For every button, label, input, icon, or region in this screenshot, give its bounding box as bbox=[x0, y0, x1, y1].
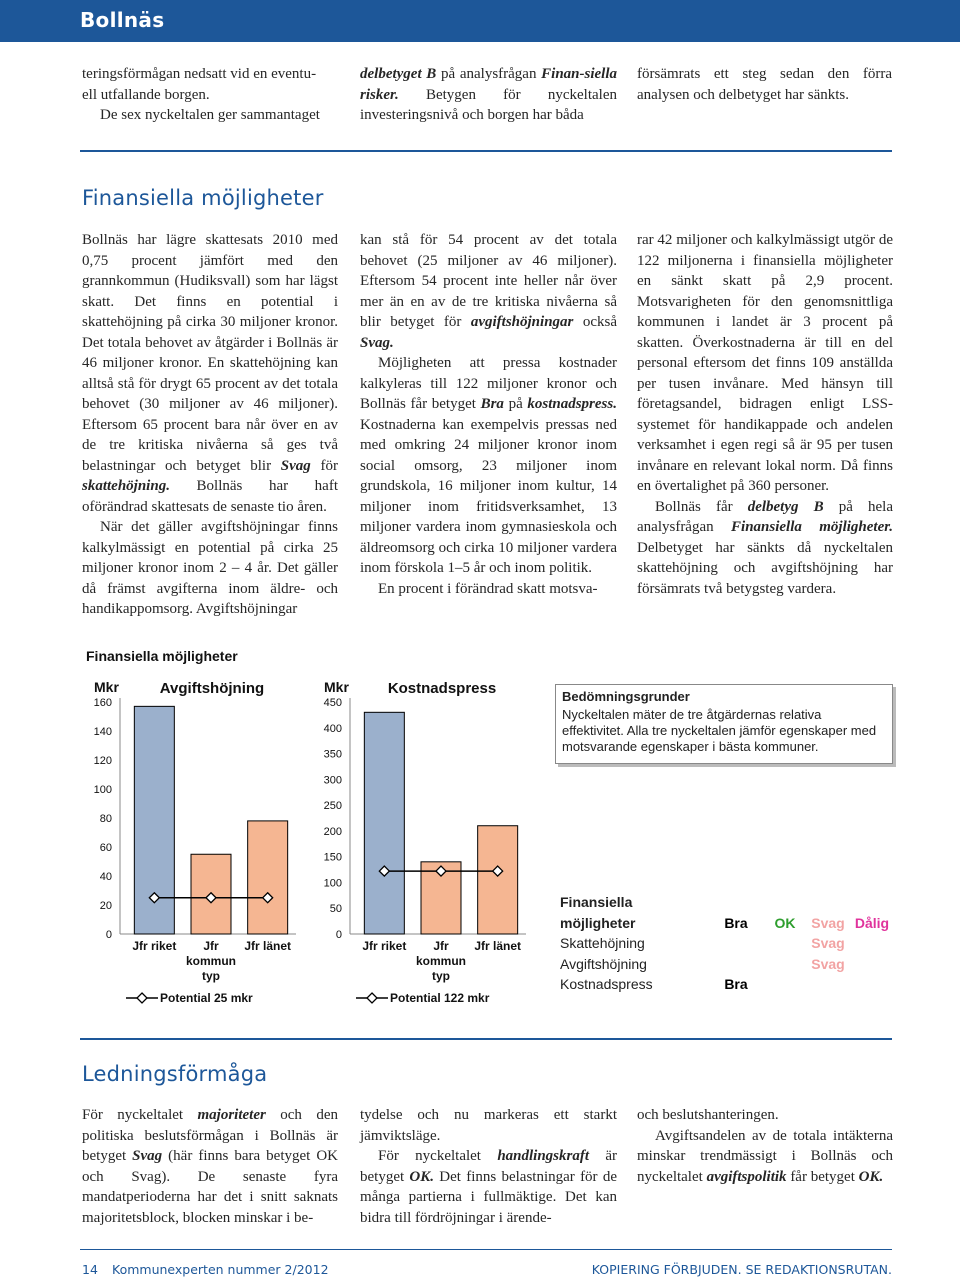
rating-row-avgiftshojning bbox=[558, 954, 894, 975]
section-divider-2 bbox=[80, 1038, 892, 1040]
fin-paragraph-7 bbox=[637, 497, 893, 600]
y-tick-label: 100 bbox=[93, 784, 112, 796]
y-tick-label: 50 bbox=[329, 903, 342, 916]
intro-column-2 bbox=[360, 64, 617, 126]
rating-row-label: Kostnadspress bbox=[560, 976, 653, 992]
fin-text: Bollnäs har haft oförändrad skattesats de senaste tio åren. bbox=[82, 478, 338, 515]
section-divider-1 bbox=[80, 150, 892, 152]
legend-label: Potential 25 mkr bbox=[160, 991, 253, 1005]
led-text: (här finns bara betyget OK och Svag). De senaste fyra mandatperioderna har det i snitt saknats majoritetsblock, blocken minskar i be- bbox=[82, 1148, 338, 1226]
intro-column-3 bbox=[637, 64, 892, 105]
grade-svag: Svag. bbox=[360, 334, 394, 351]
bar bbox=[364, 712, 404, 934]
led-text: är betyget bbox=[360, 1148, 618, 1185]
fin-paragraph-1 bbox=[82, 230, 338, 517]
chart-avgiftshojning bbox=[82, 672, 314, 1012]
footer-page-number: 14 bbox=[82, 1262, 98, 1277]
rating-row-grade: Bra bbox=[724, 976, 748, 992]
led-text: Det finns belastningar för de många partierna i fullmäktige. Det kan bidra till fördröjningar i ärende- bbox=[360, 1168, 617, 1226]
legend-marker bbox=[137, 993, 147, 1003]
rating-row-label: Avgiftshöjning bbox=[560, 955, 647, 972]
category-label: Jfr länet bbox=[474, 939, 522, 953]
rating-header-line-1: Finansiella bbox=[560, 894, 633, 910]
term-majoriteter: majoriteter bbox=[197, 1107, 266, 1123]
led-paragraph-1 bbox=[82, 1105, 338, 1228]
chart-title: Avgiftshöjning bbox=[159, 680, 265, 697]
fin-paragraph-4 bbox=[360, 353, 617, 579]
intro-text-line-3: De sex nyckeltalen ger sammantaget bbox=[100, 107, 320, 123]
fin-text: också bbox=[573, 314, 617, 330]
term-skattehojning: skattehöjning. bbox=[82, 478, 170, 494]
fin-paragraph-6: rar 42 miljoner och kalkylmässigt utgör de 122 miljonerna i finansiella möjligheter en sänkt skatt på 2,9 procent. Motsvarigheten för den genomsnittliga kommunen i landet är 3 procent på skatten. Överkostnaderna är till en del personal eftersom det finns 109 anställda per tusen invånare. Med hänsyn till företagsandel, bidragen enligt LSS-systemet för handikappade och andelen verksamhet i egen regi så är 95 per tusen invånare en relevant lokal norm. Då finns en övertalighet på 360 personer. bbox=[637, 232, 893, 494]
rating-row-skattehojning bbox=[558, 933, 894, 954]
category-label: kommun bbox=[185, 954, 237, 968]
y-tick-label: 40 bbox=[99, 871, 112, 883]
led-text: får betyget bbox=[786, 1168, 859, 1185]
led-paragraph-3 bbox=[360, 1146, 617, 1228]
fin-text: Delbetyget har sänkts då nyckeltalen skattehöjning och avgiftshöjning har försämrats två betygsteg vardera. bbox=[637, 539, 893, 597]
legend-marker bbox=[367, 993, 377, 1003]
y-tick-label: 400 bbox=[323, 722, 342, 735]
rating-row-label: Skattehöjning bbox=[560, 935, 645, 951]
category-label: typ bbox=[202, 969, 220, 983]
y-tick-label: 350 bbox=[323, 748, 342, 761]
category-label: Jfr riket bbox=[132, 939, 177, 953]
rating-header-line-2: möjligheter bbox=[560, 914, 636, 931]
led-paragraph-4: och beslutshanteringen. bbox=[637, 1107, 779, 1123]
rating-header-row-1 bbox=[558, 892, 894, 913]
rating-row-grade: Svag bbox=[811, 955, 845, 972]
grade-svag: Svag bbox=[280, 457, 311, 474]
term-kostnadspress: kostnadspress. bbox=[527, 396, 617, 412]
grade-header-bra: Bra bbox=[724, 914, 748, 931]
grade-header-svag: Svag bbox=[811, 914, 845, 931]
rating-row-grade: Svag bbox=[811, 935, 845, 951]
term-avgiftspolitik: avgiftspolitik bbox=[706, 1168, 787, 1185]
page-header-title: Bollnäs bbox=[80, 8, 165, 32]
fin-paragraph-3 bbox=[360, 230, 617, 353]
criteria-text: Nyckeltalen mäter de tre åtgärdernas relativa effektivitet. Alla tre nyckeltalen jämför egenskaper med motsvarande egenskaper i bästa kommuner. bbox=[562, 707, 877, 754]
rating-header-row-2 bbox=[558, 913, 894, 934]
grade-ok: OK. bbox=[409, 1168, 435, 1185]
fin-text: Möjligheten att pressa kostnader kalkyleras till 122 miljoner kronor och Bollnäs får betyget bbox=[360, 355, 617, 412]
grade-svag: Svag bbox=[132, 1148, 163, 1164]
y-tick-label: 100 bbox=[323, 877, 342, 890]
header-bar bbox=[0, 0, 960, 42]
led-text: och den politiska beslutsförmågan i Bollnäs är betyget bbox=[82, 1107, 338, 1164]
intro-text-line-2: ell utfallande borgen. bbox=[82, 86, 210, 103]
grade-header-dalig: Dålig bbox=[854, 914, 890, 931]
criteria-box bbox=[555, 684, 893, 764]
fin-text: kan stå för 54 procent av det totala behovet (25 miljoner av 46 miljoner). Eftersom 54 procent inte heller når över mer än en av de tre kritiska nivåerna så blir betyget för bbox=[360, 232, 617, 330]
fin-text: för bbox=[310, 457, 338, 474]
y-tick-label: 300 bbox=[323, 774, 342, 787]
chart-title: Kostnadspress bbox=[387, 680, 497, 697]
grade-header-ok: OK bbox=[774, 914, 796, 931]
rating-row-kostnadspress bbox=[558, 974, 894, 995]
y-tick-label: 80 bbox=[99, 813, 112, 825]
y-tick-label: 0 bbox=[105, 929, 112, 941]
category-label: Jfr riket bbox=[362, 939, 407, 953]
y-tick-label: 60 bbox=[99, 842, 112, 854]
led-column-2 bbox=[360, 1105, 617, 1228]
chart-kostnadspress bbox=[312, 672, 544, 1012]
led-text: För nyckeltalet bbox=[82, 1107, 198, 1123]
category-label: typ bbox=[432, 969, 450, 983]
fin-text: på bbox=[503, 396, 528, 412]
led-text: Avgiftsandelen av de totala intäkterna minskar trendmässigt i Bollnäs och nyckeltalet bbox=[637, 1127, 893, 1185]
footer-notice: KOPIERING FÖRBJUDEN. SE REDAKTIONSRUTAN. bbox=[591, 1262, 892, 1277]
y-tick-label: 20 bbox=[99, 900, 112, 912]
y-tick-label: 140 bbox=[93, 726, 112, 738]
intro-text: på analysfrågan bbox=[436, 66, 542, 82]
y-tick-label: 250 bbox=[323, 800, 342, 813]
grade-bra: Bra bbox=[480, 396, 504, 412]
led-column-1 bbox=[82, 1105, 338, 1228]
fin-paragraph-5: En procent i förändrad skatt motsva- bbox=[378, 580, 598, 597]
fin-paragraph-2: När det gäller avgiftshöjningar finns kalkylmässigt en potential på cirka 25 miljoner kronor inom 2 – 4 år. Det gäller då främst avgifterna inom äldre- och handikappomsorg. Avgiftshöjningar bbox=[82, 519, 338, 617]
y-tick-label: 200 bbox=[323, 825, 342, 838]
fin-text: på hela analysfrågan bbox=[637, 498, 893, 535]
rating-table bbox=[558, 892, 894, 995]
term-delbetyg-b: delbetyg B bbox=[747, 498, 824, 515]
y-tick-label: 120 bbox=[93, 755, 112, 767]
fin-column-3 bbox=[637, 230, 893, 599]
legend-label: Potential 122 mkr bbox=[390, 991, 490, 1005]
intro-column-1 bbox=[82, 64, 335, 126]
led-column-3 bbox=[637, 1105, 893, 1187]
led-text: För nyckeltalet bbox=[378, 1148, 498, 1164]
category-label: Jfr länet bbox=[244, 939, 292, 953]
intro-text-2: Betygen för nyckeltalen investeringsnivå och borgen har båda bbox=[360, 86, 617, 123]
bar bbox=[478, 826, 518, 934]
y-axis-label: Mkr bbox=[94, 679, 119, 695]
section-heading-ledningsformaga: Ledningsförmåga bbox=[82, 1062, 268, 1086]
footer-publication: Kommunexperten nummer 2/2012 bbox=[112, 1262, 329, 1277]
criteria-heading: Bedömningsgrunder bbox=[562, 689, 690, 704]
section-heading-finansiella-mojligheter: Finansiella möjligheter bbox=[82, 186, 324, 210]
intro-text-line-1: teringsförmågan nedsatt vid en eventu- bbox=[82, 66, 317, 82]
intro-delbetyg: delbetyget B bbox=[360, 66, 437, 82]
category-label: kommun bbox=[415, 954, 467, 968]
category-label: Jfr bbox=[203, 939, 219, 953]
fin-text: Bollnäs får bbox=[655, 498, 748, 515]
term-avgiftshojningar: avgiftshöjningar bbox=[470, 314, 574, 330]
bar bbox=[248, 821, 288, 934]
figure-label: Finansiella möjligheter bbox=[86, 648, 238, 664]
fin-column-1 bbox=[82, 230, 338, 620]
y-tick-label: 450 bbox=[323, 697, 342, 709]
y-tick-label: 0 bbox=[335, 929, 342, 941]
fin-text: Kostnaderna kan exempelvis pressas ned med omkring 24 miljoner kronor inom social omsorg, 23 miljoner inom grundskola, 16 miljoner inom kultur, 14 miljoner inom fritidsverksamhet, 13 miljoner vardera inom gymnasieskola och äldreomsorg och cirka 10 miljoner vardera inom förskola 1–5 år och inom politik. bbox=[360, 416, 617, 576]
term-handlingskraft: handlingskraft bbox=[497, 1148, 590, 1164]
fin-column-2 bbox=[360, 230, 617, 599]
y-tick-label: 160 bbox=[93, 697, 112, 709]
intro-text-3: försämrats ett steg sedan den förra analysen och delbetyget har sänkts. bbox=[637, 66, 892, 103]
y-tick-label: 150 bbox=[323, 851, 342, 864]
footer-divider bbox=[80, 1249, 892, 1250]
led-paragraph-5 bbox=[637, 1126, 893, 1188]
led-paragraph-2: tydelse och nu markeras ett starkt jämviktsläge. bbox=[360, 1107, 617, 1144]
term-finansiella-mojligheter: Finansiella möjligheter. bbox=[731, 519, 893, 535]
intro-finansiella-risker: Finan-siella risker. bbox=[360, 66, 617, 103]
grade-ok: OK. bbox=[858, 1168, 884, 1185]
category-label: Jfr bbox=[433, 939, 449, 953]
y-axis-label: Mkr bbox=[324, 679, 349, 695]
fin-text: Bollnäs har lägre skattesats 2010 med 0,75 procent jämfört med den grannkommun (Hudiksvall) som har lägst skatt. Det finns en potential i skattehöjning på cirka 30 miljoner kronor. Det totala behovet av åtgärder i Bollnäs är 46 miljoner kronor. En skattehöjning kan alltså stå för drygt 65 procent av det totala behovet (30 miljoner av 46 miljoner). Eftersom 65 procent bara når över en av de tre kritiska nivåerna så ges två belastningar och betyget blir bbox=[82, 232, 338, 474]
